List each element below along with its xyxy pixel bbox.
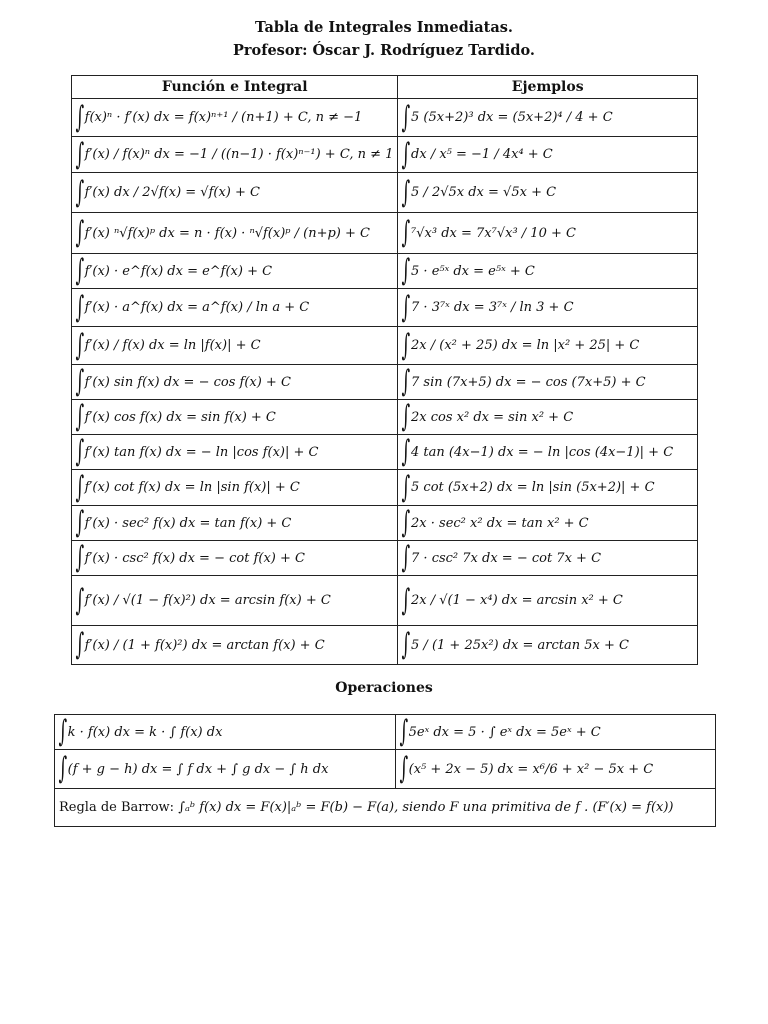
example-cell: ∫ 4 tan (4x−1) dx = − ln |cos (4x−1)| + C	[398, 435, 698, 470]
example-cell: ∫ 5 · e⁵ˣ dx = e⁵ˣ + C	[398, 254, 698, 289]
formula-cell: ∫ f′(x) sin f(x) dx = − cos f(x) + C	[72, 365, 398, 400]
formula-cell: ∫ f(x)ⁿ · f′(x) dx = f(x)ⁿ⁺¹ / (n+1) + C, n ≠ −1	[72, 99, 398, 137]
operation-right-cell: ∫ 5eˣ dx = 5 · ∫ eˣ dx = 5eˣ + C	[396, 715, 716, 750]
example-cell: ∫ ⁷√x³ dx = 7x⁷√x³ / 10 + C	[398, 213, 698, 254]
example-cell: ∫ 5 / 2√5x dx = √5x + C	[398, 173, 698, 213]
example-cell: ∫ 5 (5x+2)³ dx = (5x+2)⁴ / 4 + C	[398, 99, 698, 137]
formula-cell: ∫ f′(x) · csc² f(x) dx = − cot f(x) + C	[72, 541, 398, 576]
example-cell: ∫ 5 / (1 + 25x²) dx = arctan 5x + C	[398, 626, 698, 665]
integrals-table	[71, 75, 698, 665]
column-header-function: Función e Integral	[72, 76, 398, 99]
example-cell: ∫ 7 · csc² 7x dx = − cot 7x + C	[398, 541, 698, 576]
formula-cell: ∫ f′(x) / √(1 − f(x)²) dx = arcsin f(x) + C	[72, 576, 398, 626]
barrow-formula: ∫ₐᵇ f(x) dx = F(x)|ₐᵇ = F(b) − F(a), siendo F una primitiva de f . (F′(x) = f(x))	[178, 800, 674, 815]
example-cell: ∫ 7 · 3⁷ˣ dx = 3⁷ˣ / ln 3 + C	[398, 289, 698, 327]
formula-cell: ∫ f′(x) dx / 2√f(x) = √f(x) + C	[72, 173, 398, 213]
operations-table	[54, 714, 716, 827]
formula-cell: ∫ f′(x) / f(x)ⁿ dx = −1 / ((n−1) · f(x)ⁿ⁻¹) + C, n ≠ 1	[72, 137, 398, 173]
example-cell: ∫ 5 cot (5x+2) dx = ln |sin (5x+2)| + C	[398, 470, 698, 506]
formula-cell: ∫ f′(x) ⁿ√f(x)ᵖ dx = n · f(x) · ⁿ√f(x)ᵖ / (n+p) + C	[72, 213, 398, 254]
formula-cell: ∫ f′(x) · a^f(x) dx = a^f(x) / ln a + C	[72, 289, 398, 327]
document-title: Tabla de Integrales Inmediatas.	[255, 19, 513, 36]
column-header-examples: Ejemplos	[398, 76, 698, 99]
barrow-label: Regla de Barrow:	[59, 800, 175, 815]
barrow-rule-cell	[55, 789, 716, 827]
operations-title: Operaciones	[335, 680, 433, 696]
operation-left-cell: ∫ (f + g − h) dx = ∫ f dx + ∫ g dx − ∫ h dx	[55, 750, 396, 789]
formula-cell: ∫ f′(x) · sec² f(x) dx = tan f(x) + C	[72, 506, 398, 541]
formula-cell: ∫ f′(x) tan f(x) dx = − ln |cos f(x)| + C	[72, 435, 398, 470]
formula-cell: ∫ f′(x) cot f(x) dx = ln |sin f(x)| + C	[72, 470, 398, 506]
operation-right-cell: ∫ (x⁵ + 2x − 5) dx = x⁶/6 + x² − 5x + C	[396, 750, 716, 789]
formula-cell: ∫ f′(x) / f(x) dx = ln |f(x)| + C	[72, 327, 398, 365]
example-cell: ∫ 2x · sec² x² dx = tan x² + C	[398, 506, 698, 541]
formula-cell: ∫ f′(x) cos f(x) dx = sin f(x) + C	[72, 400, 398, 435]
example-cell: ∫ dx / x⁵ = −1 / 4x⁴ + C	[398, 137, 698, 173]
formula-cell: ∫ f′(x) · e^f(x) dx = e^f(x) + C	[72, 254, 398, 289]
example-cell: ∫ 2x / √(1 − x⁴) dx = arcsin x² + C	[398, 576, 698, 626]
operation-left-cell: ∫ k · f(x) dx = k · ∫ f(x) dx	[55, 715, 396, 750]
document-author: Profesor: Óscar J. Rodríguez Tardido.	[233, 42, 535, 59]
example-cell: ∫ 2x cos x² dx = sin x² + C	[398, 400, 698, 435]
example-cell: ∫ 2x / (x² + 25) dx = ln |x² + 25| + C	[398, 327, 698, 365]
example-cell: ∫ 7 sin (7x+5) dx = − cos (7x+5) + C	[398, 365, 698, 400]
formula-cell: ∫ f′(x) / (1 + f(x)²) dx = arctan f(x) + C	[72, 626, 398, 665]
